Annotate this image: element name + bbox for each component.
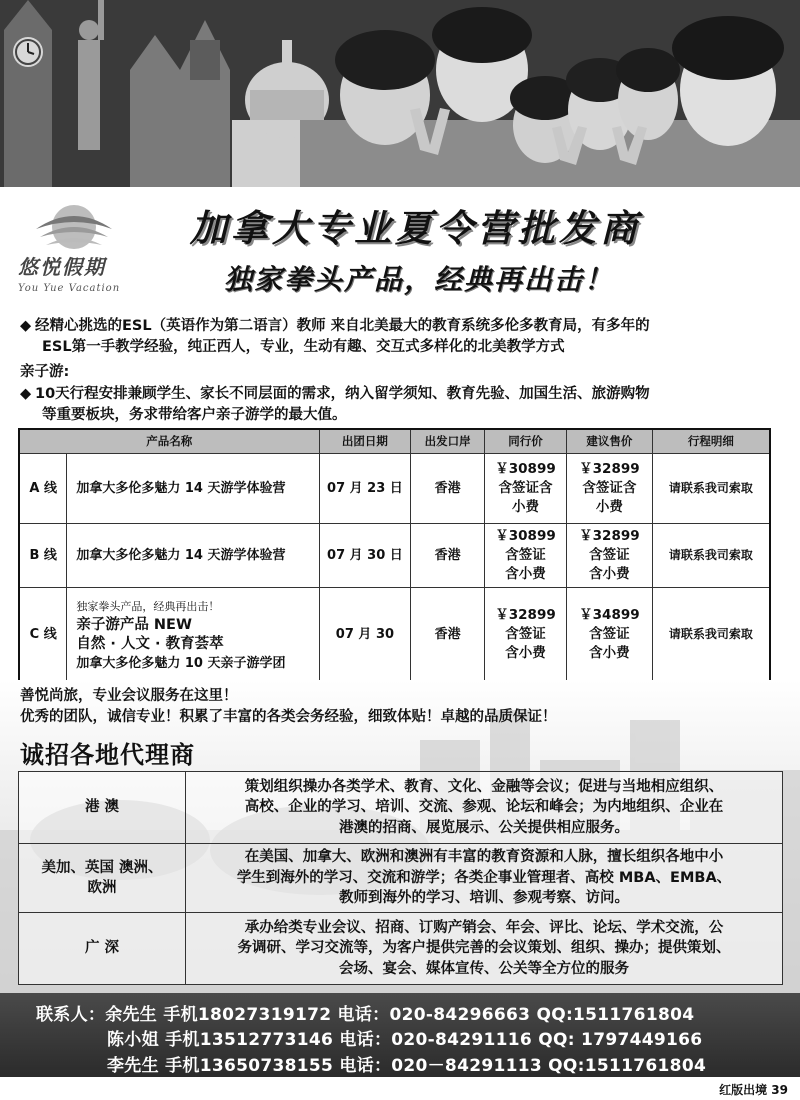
header-retail-price: 建议售价	[566, 429, 652, 453]
row-peer-price: ￥30899	[495, 460, 556, 477]
hero-banner	[0, 0, 800, 187]
contact-line-li: 李先生 手机13650738155 电话：020－84291113 QQ:1511761804	[107, 1056, 707, 1076]
sun-wave-logo-icon	[32, 193, 116, 249]
table-row-b	[19, 523, 770, 587]
header-departure-port: 出发口岸	[411, 429, 485, 453]
row-date: 07 月 30	[319, 587, 411, 683]
row-retail-price: ￥32899	[579, 460, 640, 477]
agent-desc-line2: 学生到海外的学习、交流和游学；各类企事业管理者、高校 MBA、EMBA、	[236, 869, 732, 886]
row-peer-price: ￥32899	[495, 607, 556, 624]
agent-region: 广 深	[19, 913, 186, 985]
page-headline: 加拿大专业夏令营批发商	[190, 206, 641, 250]
agent-desc-line3: 会场、宴会、媒体宣传、公关等全方位的服务	[339, 960, 629, 977]
intro-esl-line1: 经精心挑选的ESL（英语作为第二语言）教师 来自北美最大的教育系统多伦多教育局，有多年的	[35, 318, 650, 334]
clock-tower-illustration	[4, 0, 52, 187]
row-peer-note2: 含小费	[505, 645, 546, 662]
intro-paragraph-esl	[20, 316, 780, 337]
row-itinerary: 请联系我司索取	[652, 453, 770, 523]
agent-row-overseas	[19, 844, 783, 913]
agent-region	[19, 844, 186, 913]
row-retail-note1: 含签证	[589, 626, 630, 643]
agent-region-line2: 欧洲	[87, 880, 117, 896]
intro-family-line2: 等重要板块，务求带给客户亲子游学的最大值。	[42, 407, 347, 423]
contact-line-chen: 陈小姐 手机13512773146 电话：020-84291116 QQ: 1797449166	[107, 1030, 703, 1050]
row-retail-price: ￥34899	[579, 607, 640, 624]
agent-desc-line3: 教师到海外的学习、培训、参观考察、访问。	[339, 890, 629, 907]
row-date: 07 月 23 日	[319, 453, 411, 523]
row-retail-note2: 含小费	[589, 645, 630, 662]
page-subheadline: 独家拳头产品，经典再出击！	[224, 263, 615, 296]
row-port: 香港	[411, 587, 485, 683]
row-line-label: A 线	[19, 453, 67, 523]
row-itinerary: 请联系我司索取	[652, 523, 770, 587]
row-tagline: 独家拳头产品，经典再出击！	[76, 599, 220, 613]
agent-region-line1: 美加、英国 澳洲、	[41, 859, 163, 876]
brand-name-en: You Yue Vacation	[18, 283, 121, 294]
agent-regions-table	[18, 771, 783, 985]
row-peer-price-cell	[485, 453, 567, 523]
intro-family-line1: 10天行程安排兼顾学生、家长不同层面的需求，纳入留学须知、教育先验、加国生活、旅游购物	[35, 386, 650, 402]
agent-desc-line2: 务调研、学习交流等，为客户提供完善的会议策划、组织、操办；提供策划、	[237, 940, 731, 957]
intro-esl-line2: ESL第一手教学经验，纯正西人，专业，生动有趣、交互式多样化的北美教学方式	[42, 339, 565, 355]
row-retail-price-cell	[566, 587, 652, 683]
agent-desc-line3: 港澳的招商、展览展示、公关提供相应服务。	[339, 819, 629, 836]
row-retail-note2: 含小费	[589, 565, 630, 582]
service-slogan-line2: 优秀的团队，诚信专业！积累了丰富的各类会务经验，细致体贴！卓越的品质保证！	[20, 709, 557, 725]
row-retail-price-cell	[566, 453, 652, 523]
header-itinerary: 行程明细	[652, 429, 770, 453]
row-product-name: 加拿大多伦多魅力 14 天游学体验营	[67, 523, 319, 587]
intro-paragraph-family	[20, 384, 780, 405]
row-peer-price-cell	[485, 587, 567, 683]
agent-row-hk-macau	[19, 772, 783, 844]
row-peer-note2: 含小费	[505, 565, 546, 582]
agent-description	[186, 772, 783, 844]
contact-line-yu: 联系人：余先生 手机18027319172 电话：020-84296663 QQ:1511761804	[36, 1005, 695, 1025]
row-retail-note1: 含签证	[589, 546, 630, 563]
row-port: 香港	[411, 453, 485, 523]
row-retail-price: ￥32899	[579, 527, 640, 544]
table-row-c	[19, 587, 770, 683]
row-itinerary: 请联系我司索取	[652, 587, 770, 683]
table-row-a	[19, 453, 770, 523]
agent-desc-line2: 高校、企业的学习、培训、交流、参观、论坛和峰会；为内地组织、企业在	[244, 799, 724, 816]
service-slogan-line1: 善悦尚旅，专业会议服务在这里！	[20, 688, 238, 704]
row-line-label: C 线	[19, 587, 67, 683]
row-retail-note1: 含签证含	[582, 479, 637, 496]
row-date: 07 月 30 日	[319, 523, 411, 587]
row-line-label: B 线	[19, 523, 67, 587]
brand-logo	[14, 193, 134, 305]
row-product-name: 加拿大多伦多魅力 14 天游学体验营	[67, 453, 319, 523]
agent-row-guangzhou-shenzhen	[19, 913, 783, 985]
row-peer-price: ￥30899	[495, 527, 556, 544]
row-retail-price-cell	[566, 523, 652, 587]
product-table	[18, 428, 771, 684]
product-table-header-row	[19, 429, 770, 453]
row-peer-note1: 含签证含	[498, 479, 553, 496]
agent-desc-line1: 在美国、加拿大、欧洲和澳洲有丰富的教育资源和人脉，擅长组织各地中小	[244, 849, 724, 866]
agent-region: 港 澳	[19, 772, 186, 844]
row-port: 香港	[411, 523, 485, 587]
row-retail-note2: 小费	[595, 498, 623, 515]
row-product-name-cell	[67, 587, 319, 683]
brand-name-cn: 悠悦假期	[18, 255, 106, 279]
row-product-name-line1: 亲子游产品 NEW	[76, 616, 192, 633]
row-peer-price-cell	[485, 523, 567, 587]
row-product-name-line3: 加拿大多伦多魅力 10 天亲子游学团	[76, 655, 286, 671]
agent-desc-line1: 策划组织操办各类学术、教育、文化、金融等会议；促进与当地相应组织、	[244, 778, 724, 795]
header-product-name: 产品名称	[19, 429, 319, 453]
agent-description	[186, 844, 783, 913]
agent-description	[186, 913, 783, 985]
page-footer: 红版出境 39	[719, 1083, 788, 1097]
recruit-agents-title: 诚招各地代理商	[20, 741, 195, 769]
row-product-name-line2: 自然 · 人文 · 教育荟萃	[76, 635, 224, 652]
agent-desc-line1: 承办给类专业会议、招商、订购产销会、年会、评比、论坛、学术交流，公	[244, 919, 724, 936]
header-departure-date: 出团日期	[319, 429, 411, 453]
hero-photo-illustration	[0, 0, 800, 187]
diamond-bullet-icon: ◆	[20, 386, 32, 402]
family-tour-title: 亲子游:	[20, 364, 70, 380]
diamond-bullet-icon: ◆	[20, 318, 32, 334]
row-peer-note1: 含签证	[505, 626, 546, 643]
row-peer-note1: 含签证	[505, 546, 546, 563]
row-peer-note2: 小费	[512, 498, 539, 515]
header-peer-price: 同行价	[485, 429, 567, 453]
